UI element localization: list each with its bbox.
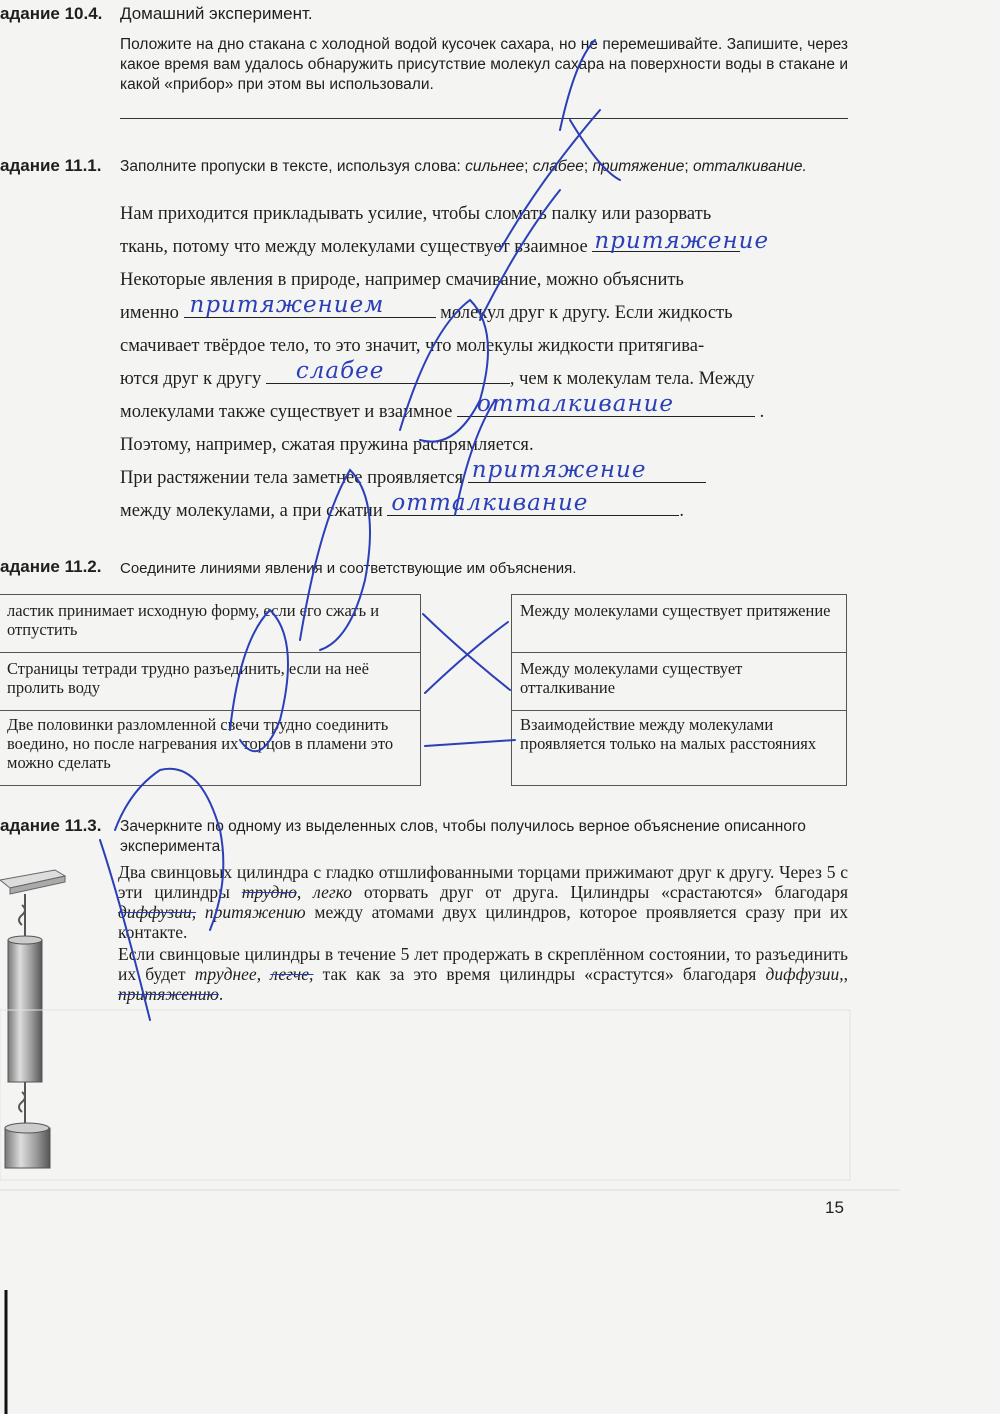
page-number: 15: [825, 1198, 844, 1217]
task-10-4-heading: адание 10.4.: [0, 4, 103, 23]
blank-6[interactable]: отталкивание: [387, 495, 679, 516]
word-diffuzii-1[interactable]: диффузии,: [118, 902, 197, 922]
phenomenon-cell-1[interactable]: ластик принимает исходную форму, если его сжать и отпустить: [0, 595, 420, 653]
explanation-cell-1[interactable]: Между молекулами существует притяжение: [512, 595, 846, 653]
blank-2[interactable]: притяжением: [184, 297, 436, 318]
word-trudnee[interactable]: труднее: [194, 964, 257, 984]
task-11-3-instructions: Зачеркните по одному из выделенных слов, чтобы получилось верное объяснение описанного эксперимента.: [120, 818, 806, 855]
explanation-cell-2[interactable]: Между молекулами существует отталкивание: [512, 653, 846, 711]
word-legche[interactable]: легче,: [270, 964, 314, 984]
task-11-3-paragraph-2: Если свинцовые цилиндры в течение 5 лет продержать в скреплённом состоянии, то разъединить их будет труднее, легче, так как за это время цилиндры «срастутся» благодаря диффузии,, притяжению.: [118, 944, 849, 1004]
task-11-1-heading: адание 11.1.: [0, 156, 102, 175]
task-11-1-text: Нам приходится прикладывать усилие, чтобы сломать палку или разорвать ткань, потому что между молекулами существует взаимное притяжение Некоторые явления в природе, например смачивание, можно объяснить именно притяжением молекул друг к другу. Если жидкость смачивает твёрдое тело, то это значит, что молекулы жидкости притягива- ются друг к другу слабее , чем к молекулам тела. Между молекулами также существует и взаимное отталкивание . Поэтому, например, сжатая пружина распрямляется. При растяжении тела заметнее проявляется притяжение между молекулами, а при сжатии отталкивание .: [120, 204, 770, 521]
task-11-2-heading: адание 11.2.: [0, 557, 102, 576]
task-11-2-instructions: Соедините линиями явления и соответствующие им объяснения.: [120, 560, 577, 577]
word-diffuzii-2[interactable]: диффузии,: [765, 964, 844, 984]
task-11-3-heading: адание 11.3.: [0, 816, 102, 835]
word-trudno[interactable]: трудно: [241, 882, 297, 902]
blank-4[interactable]: отталкивание: [457, 396, 755, 417]
task-10-4-title: Домашний эксперимент.: [120, 4, 313, 23]
blank-5[interactable]: притяжение: [468, 462, 706, 483]
blank-1[interactable]: притяжение: [594, 228, 770, 254]
explanation-cell-3[interactable]: Взаимодействие между молекулами проявляется только на малых расстояниях: [520, 715, 817, 753]
blank-3[interactable]: слабее: [266, 363, 510, 384]
task-11-3-paragraph-1: Два свинцовых цилиндра с гладко отшлифованными торцами прижимают друг к другу. Через 5 с эти цилиндры трудно, легко оторвать друг от друга. Цилиндры «срастаются» благодаря диффузии, притяжению между атомами двух цилиндров, которое проявляется сразу при их контакте.: [118, 862, 849, 942]
word-legko[interactable]: легко: [313, 882, 353, 902]
phenomenon-cell-3[interactable]: Две половинки разломленной свечи трудно соединить воедино, но после нагревания их торцов в пламени это можно сделать: [7, 715, 394, 772]
task-10-4-instructions: Положите на дно стакана с холодной водой кусочек сахара, но не перемешивайте. Запишите, через какое время вам удалось обнаружить присутствие молекул сахара на поверхности воды в стакане и какой «прибор» при этом вы использовали.: [120, 36, 848, 93]
task-11-1-instructions: Заполните пропуски в тексте, используя слова: сильнее; слабее; притяжение; отталкивание.: [120, 158, 807, 175]
word-prityazheniyu-2[interactable]: притяжению: [118, 984, 219, 1004]
word-prityazheniyu-1[interactable]: притяжению: [204, 902, 306, 922]
phenomenon-cell-2[interactable]: Страницы тетради трудно разъединить, если на неё пролить воду: [0, 653, 420, 711]
